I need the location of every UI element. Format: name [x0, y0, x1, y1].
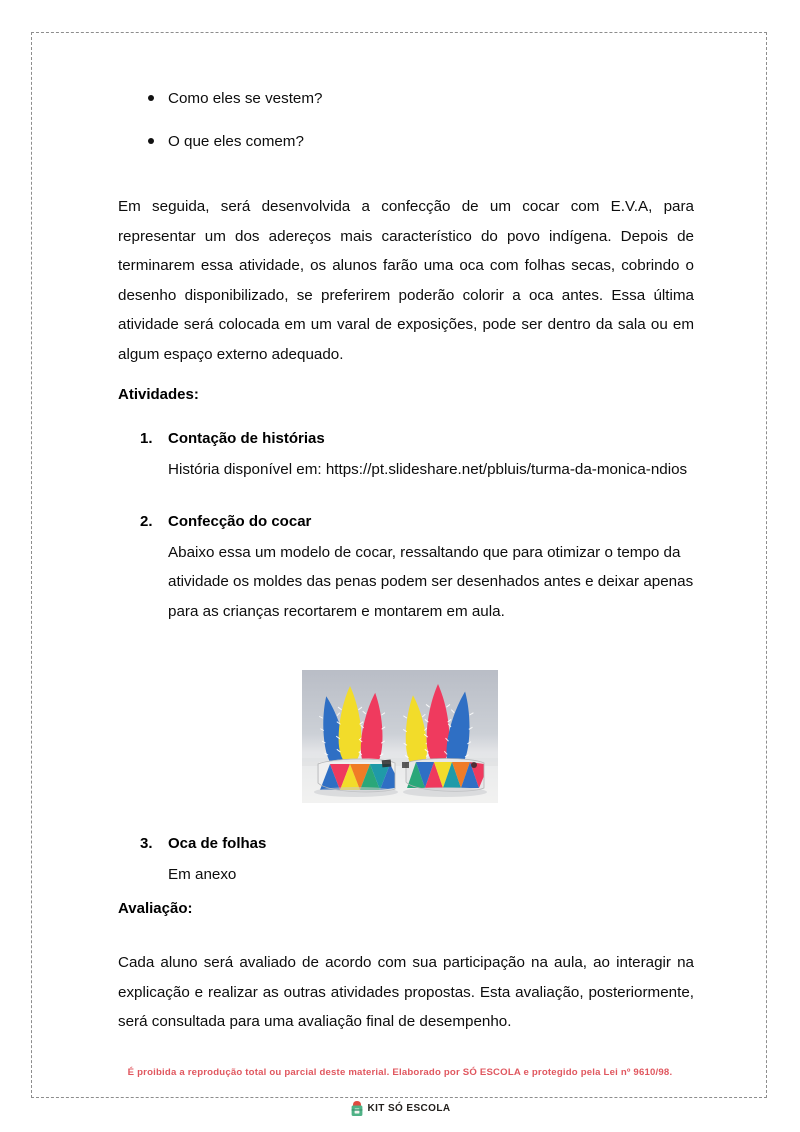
cocar-photo-image — [302, 670, 498, 803]
activity-description: História disponível em: https://pt.slideshare.net/pbluis/turma-da-monica-ndios — [168, 461, 688, 478]
question-text: O que eles comem? — [168, 133, 304, 150]
activity-title: Confecção do cocar — [168, 512, 312, 530]
activity-item-2 — [140, 511, 700, 627]
question-bullet-list — [140, 88, 700, 174]
activity-title: Oca de folhas — [168, 835, 267, 852]
list-item — [140, 131, 700, 152]
intro-paragraph: Em seguida, será desenvolvida a confecção de um cocar com E.V.A, para representar um dos adereços mais característico do povo indígena. Depois de terminarem essa atividade, os alunos farão uma oca com folhas secas, cobrindo o desenho disponibilizado, se preferirem poderão colorir a oca antes. Essa última atividade será colocada em um varal de exposições, pode ser dentro da sala ou em algum espaço externo adequado. — [118, 198, 694, 363]
question-text: Como eles se vestem? — [168, 90, 323, 107]
bullet-dot-icon — [148, 138, 154, 144]
activities-list — [140, 428, 700, 634]
evaluation-heading: Avaliação: — [118, 900, 193, 917]
activity-item-1 — [140, 428, 700, 485]
activity-title: Contação de histórias — [168, 430, 325, 447]
activity-item-3 — [140, 833, 728, 890]
activity-number: 2. — [140, 512, 153, 530]
backpack-logo-icon — [350, 1100, 364, 1117]
bullet-dot-icon — [148, 95, 154, 101]
logo-text: KIT SÓ ESCOLA — [367, 1103, 451, 1114]
activity-number: 3. — [140, 835, 153, 852]
cocar-photo — [302, 670, 498, 803]
activity-number: 1. — [140, 430, 153, 447]
activities-heading: Atividades: — [118, 386, 199, 403]
footer-logo — [0, 1100, 800, 1117]
evaluation-paragraph: Cada aluno será avaliado de acordo com sua participação na aula, ao interagir na explicação e realizar as outras atividades propostas. Esta avaliação, posteriormente, será consultada para uma avaliação final de desempenho. — [118, 954, 694, 1030]
list-item — [140, 88, 700, 109]
copyright-notice: É proibida a reprodução total ou parcial deste material. Elaborado por SÓ ESCOLA e protegido pela Lei nº 9610/98. — [127, 1067, 673, 1078]
activity-description: Abaixo essa um modelo de cocar, ressaltando que para otimizar o tempo da atividade os moldes das penas podem ser desenhados antes e deixar apenas para as crianças recortarem e montarem em aula. — [168, 543, 694, 620]
activity-description: Em anexo — [168, 866, 237, 883]
